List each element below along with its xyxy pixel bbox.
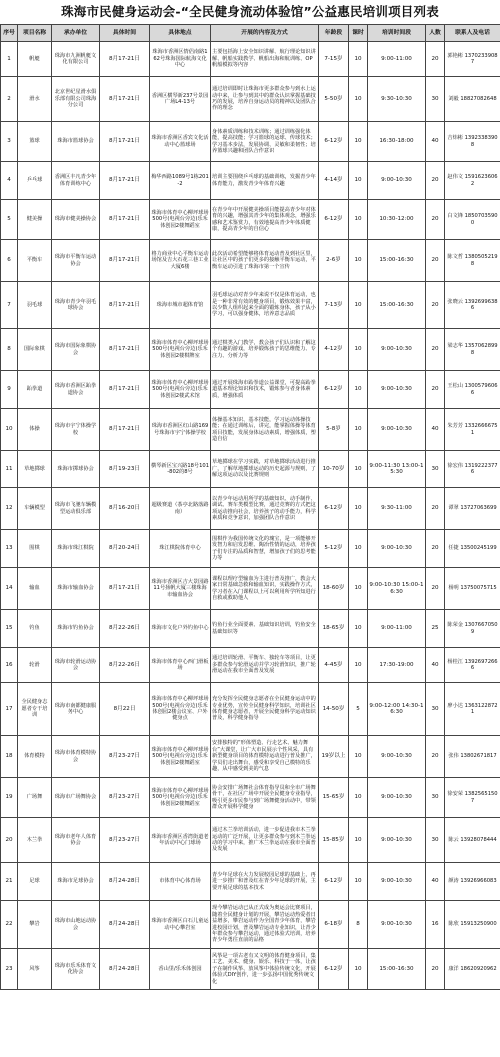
cell-time: 9:00-11:00 — [368, 610, 426, 648]
cell-project: 滑水 — [18, 77, 52, 122]
cell-project: 乒乓球 — [18, 162, 52, 200]
cell-contact: 吉炜彬 13923383908 — [445, 122, 500, 162]
cell-hours: 10 — [349, 122, 368, 162]
cell-contact: 张晓云 13926996386 — [445, 282, 500, 329]
cell-hours: 10 — [349, 329, 368, 371]
cell-age: 14-50岁 — [319, 683, 349, 736]
cell-no: 4 — [1, 162, 18, 200]
cell-date: 8月24-28日 — [100, 863, 150, 901]
cell-no: 3 — [1, 122, 18, 162]
cell-time: 9:00-10:30 — [368, 778, 426, 818]
table-row — [1, 122, 500, 162]
cell-time: 9:00-10:30 — [368, 371, 426, 409]
cell-place: 珠海市体育中心柳坪球场500号(电视台旁边)乐禾体创园2楼舞蹈室 — [150, 200, 211, 240]
table-row — [1, 568, 500, 610]
header-project: 项目名称 — [18, 25, 52, 42]
cell-age: 4-45岁 — [319, 648, 349, 683]
cell-no: 22 — [1, 901, 18, 949]
cell-no: 20 — [1, 818, 18, 863]
cell-contact: 康洋 18620920962 — [445, 949, 500, 990]
header-organizer: 承办单位 — [52, 25, 100, 42]
cell-age: 15-85岁 — [319, 818, 349, 863]
header-people: 人数 — [426, 25, 445, 42]
cell-people: 20 — [426, 282, 445, 329]
cell-no: 15 — [1, 610, 18, 648]
cell-people: 30 — [426, 818, 445, 863]
cell-place: 香山里/乐禾体创园 — [150, 949, 211, 990]
cell-place: 珠海市体育中心西门滑板场 — [150, 648, 211, 683]
cell-time: 15:00-16:30 — [368, 949, 426, 990]
cell-content: 草地掷球在学习实践，对草地掷球活动进行推广，了解草地掷球运动的历史起源与规则，了解这项运动以及比赛规则 — [211, 451, 319, 488]
cell-age: 5-8岁 — [319, 409, 349, 451]
cell-place: 格力商业中心平衡车运动场馆及吉大石花三巷工业大厦6楼 — [150, 240, 211, 282]
table-row — [1, 240, 500, 282]
cell-place: 珠海市香洲区红山路169号珠海市宇宁体操学校 — [150, 409, 211, 451]
cell-place: 超级赛道（茶亭北路落路南） — [150, 488, 211, 530]
cell-hours: 10 — [349, 282, 368, 329]
cell-age: 6-18岁 — [319, 901, 349, 949]
cell-age: 5-12岁 — [319, 530, 349, 568]
cell-content: 通过开展珠海市跆拳道公益课堂，可提高跆拳道基本理论知识和技术，锻炼参与者身体素质，增强体质 — [211, 371, 319, 409]
cell-age: 6-12岁 — [319, 200, 349, 240]
table-body — [1, 42, 500, 990]
cell-project: 木兰拳 — [18, 818, 52, 863]
cell-age: 5-50岁 — [319, 77, 349, 122]
cell-project: 风筝 — [18, 949, 52, 990]
cell-hours: 5 — [349, 683, 368, 736]
cell-hours: 10 — [349, 610, 368, 648]
cell-project: 羽毛球 — [18, 282, 52, 329]
cell-hours: 10 — [349, 818, 368, 863]
cell-hours: 10 — [349, 200, 368, 240]
cell-hours: 10 — [349, 736, 368, 778]
cell-contact: 王松山 13005796066 — [445, 371, 500, 409]
cell-project: 帆艇 — [18, 42, 52, 77]
table-row — [1, 901, 500, 949]
cell-people: 16 — [426, 901, 445, 949]
cell-contact: 张伟 13802671817 — [445, 736, 500, 778]
cell-time: 9:00-10:30 — [368, 818, 426, 863]
cell-date: 8月17-21日 — [100, 568, 150, 610]
cell-project: 车辆模型 — [18, 488, 52, 530]
cell-hours: 8 — [349, 901, 368, 949]
cell-age: 15-65岁 — [319, 778, 349, 818]
cell-hours: 10 — [349, 451, 368, 488]
cell-place: 珠海市体育中心柳坪球场500号(电视台旁边)乐禾体创园2楼棋牌室 — [150, 329, 211, 371]
cell-date: 8月23-27日 — [100, 818, 150, 863]
cell-content: 协会安排广场舞社会体育指导员和全市广场舞骨干，在社区广场中开展全民健身专业指导，吸引更多市民参与到广场舞健身活动中，带领群众开展科学健身 — [211, 778, 319, 818]
cell-project: 足球 — [18, 863, 52, 901]
cell-project: 草地掷球 — [18, 451, 52, 488]
cell-content: 通过培训轮滑、平衡车、独轮车等项目，让更多群众参与轮滑运动并学习轮滑知识，推广轮滑运动在我市全面普及发展 — [211, 648, 319, 683]
cell-contact: 徐安荣 13825651507 — [445, 778, 500, 818]
cell-place: 珠海市香洲区白石儿童运动中心攀岩室 — [150, 901, 211, 949]
cell-project: 攀岩 — [18, 901, 52, 949]
cell-contact: 杨明 13750075715 — [445, 568, 500, 610]
cell-hours: 10 — [349, 77, 368, 122]
cell-contact: 白文锋 18507035900 — [445, 200, 500, 240]
cell-date: 8月22日 — [100, 683, 150, 736]
table-row — [1, 42, 500, 77]
cell-no: 17 — [1, 683, 18, 736]
cell-time: 15:00-16:30 — [368, 240, 426, 282]
cell-people: 40 — [426, 409, 445, 451]
header-age: 年龄段 — [319, 25, 349, 42]
cell-content: 培训主要围绕乒乓球的基础训练，发掘青少年体育能力，激发青少年体育兴趣 — [211, 162, 319, 200]
cell-content: 通过棋类入门教学，教会孩子们认识和了解这个有趣的游戏，培养锻炼孩子的思维能力、专注力、分析力等 — [211, 329, 319, 371]
cell-time: 9:00-12:00 14:30-16:30 — [368, 683, 426, 736]
cell-contact: 陈文哲 13805052198 — [445, 240, 500, 282]
cell-no: 12 — [1, 488, 18, 530]
cell-no: 10 — [1, 409, 18, 451]
cell-content: 在青少年中开展健美操项目能提高青少年对体育的兴趣，增强其青少年的集体观念，增强乐感和艺术鉴赏力，有效地提高青少年体质健康，提高青少年的自信心 — [211, 200, 319, 240]
cell-time: 9:00-10:30 — [368, 901, 426, 949]
cell-date: 8月22-26日 — [100, 610, 150, 648]
cell-organizer: 珠海市轮滑运动协会 — [52, 648, 100, 683]
cell-people: 20 — [426, 162, 445, 200]
cell-organizer: 珠海市南都健康服务中心 — [52, 683, 100, 736]
cell-project: 轮滑 — [18, 648, 52, 683]
header-date: 具体时间 — [100, 25, 150, 42]
header-content: 开展的内容及方式 — [211, 25, 319, 42]
table-row — [1, 77, 500, 122]
cell-organizer: 珠海市老年人体育协会 — [52, 818, 100, 863]
table-row — [1, 371, 500, 409]
cell-content: 安排独特的“形体塑造、行走艺术、魅力舞台”大课堂，让广大市民展示个性风采，具有新型健身项目的体育模特运动进行普及推广，学员们走出舞台，感受和享受自己模特的乐趣，从中感受到美的气息 — [211, 736, 319, 778]
cell-date: 8月24-28日 — [100, 901, 150, 949]
cell-date: 8月17-21日 — [100, 240, 150, 282]
cell-place: 珠海市体育中心柳坪球场500号(电视台旁边)乐禾体创园2楼舞蹈室 — [150, 778, 211, 818]
cell-time: 9:00-10:30 — [368, 530, 426, 568]
cell-time: 16:30-18:00 — [368, 122, 426, 162]
table-row — [1, 488, 500, 530]
cell-content: 通过木兰拳培训活动，进一步促进我市木兰拳运动的广泛开展，让更多群众参与到木兰拳运动的学习中来，推广木兰拳运动在我市全面普及发展 — [211, 818, 319, 863]
header-no: 序号 — [1, 25, 18, 42]
cell-hours: 10 — [349, 488, 368, 530]
cell-time: 9:00-10:30 — [368, 736, 426, 778]
cell-place: 珠海市香洲区香宾文化活动中心篮球场 — [150, 122, 211, 162]
cell-place: 珠海市体育中心柳坪球场500号(电视台旁边)乐禾体创园2楼武术馆 — [150, 371, 211, 409]
table-row — [1, 451, 500, 488]
cell-time: 9:00-10:30 — [368, 863, 426, 901]
cell-place: 珠海市体育中心柳坪球场500号(电视台旁边)乐禾体创园2楼会议室、户外健身点 — [150, 683, 211, 736]
cell-age: 6-12岁 — [319, 488, 349, 530]
cell-organizer: 珠海市平衡车运动协会 — [52, 240, 100, 282]
cell-organizer: 珠海市体育模特协会 — [52, 736, 100, 778]
cell-contact: 郭艳彬 13702339087 — [445, 42, 500, 77]
cell-date: 8月16-20日 — [100, 488, 150, 530]
cell-project: 健美操 — [18, 200, 52, 240]
cell-content: 现今攀岩运动已从正式成为奥运会比赛项目，随着全民健身计划的开展，攀岩运动热爱者日益增多，攀岩运动作为全国青少年体育，攀岩进校园计划，普及攀岩运动专业知识，让青少年群众参与攀岩运动，通过体验式培训，培养青少年勇往直前的品格 — [211, 901, 319, 949]
cell-date: 8月23-27日 — [100, 778, 150, 818]
cell-organizer: 珠海市青少年羽毛球协会 — [52, 282, 100, 329]
cell-place: 珠海市香洲区香湾街道老年活动中心门球场 — [150, 818, 211, 863]
cell-people: 20 — [426, 736, 445, 778]
cell-time: 9:00-10:30 — [368, 162, 426, 200]
table-row — [1, 818, 500, 863]
cell-hours: 10 — [349, 949, 368, 990]
cell-place: 珠海市文化户外钓鱼中心 — [150, 610, 211, 648]
cell-hours: 10 — [349, 530, 368, 568]
cell-people: 20 — [426, 530, 445, 568]
cell-age: 18-60岁 — [319, 568, 349, 610]
cell-time: 15:00-16:30 — [368, 282, 426, 329]
page-title: 珠海市民健身运动会-“全民健身流动体验馆”公益惠民培训项目列表 — [61, 4, 439, 19]
cell-no: 13 — [1, 530, 18, 568]
table-row — [1, 778, 500, 818]
table-row — [1, 949, 500, 990]
cell-project: 围棋 — [18, 530, 52, 568]
cell-place: 珠海市香洲区吉大景园路11号扬帆大厦三楼珠海市输血协会 — [150, 568, 211, 610]
cell-no: 6 — [1, 240, 18, 282]
cell-people: 20 — [426, 949, 445, 990]
table-header-row — [1, 25, 500, 42]
cell-age: 6-12岁 — [319, 122, 349, 162]
cell-date: 8月17-21日 — [100, 162, 150, 200]
table-row — [1, 683, 500, 736]
cell-date: 8月23-27日 — [100, 736, 150, 778]
cell-contact: 杨桂江 13926972666 — [445, 648, 500, 683]
cell-project: 全民健身志愿者专干培训 — [18, 683, 52, 736]
cell-date: 8月17-21日 — [100, 42, 150, 77]
cell-contact: 刘毅 18827082648 — [445, 77, 500, 122]
cell-no: 2 — [1, 77, 18, 122]
cell-time: 9:00-10:30 — [368, 329, 426, 371]
cell-age: 6-12岁 — [319, 863, 349, 901]
cell-content: 钓鱼行业全面要素、基础知识培训，钓鱼安全基础知识等 — [211, 610, 319, 648]
cell-organizer: 珠海市山地运动协会 — [52, 901, 100, 949]
cell-project: 平衡车 — [18, 240, 52, 282]
cell-no: 21 — [1, 863, 18, 901]
cell-date: 8月22-26日 — [100, 648, 150, 683]
header-contact: 联系人及电话 — [445, 25, 500, 42]
cell-no: 18 — [1, 736, 18, 778]
cell-age: 6-12岁 — [319, 949, 349, 990]
cell-time: 9:00-11:00 — [368, 42, 426, 77]
cell-content: 围棋作为我国传统文化的瑰宝，是一项能够开发智力和启发思维、陶冶性情的运动，培养孩子们专注的品质和智慧，增加孩子们的思考能力等 — [211, 530, 319, 568]
cell-date: 8月24-28日 — [100, 949, 150, 990]
cell-people: 30 — [426, 451, 445, 488]
cell-contact: 任捷 13500245199 — [445, 530, 500, 568]
cell-contact: 颜涛 13926966083 — [445, 863, 500, 901]
cell-organizer: 珠海市香洲区跆拳道协会 — [52, 371, 100, 409]
cell-organizer: 珠海市宇宁体操学校 — [52, 409, 100, 451]
cell-people: 40 — [426, 648, 445, 683]
cell-hours: 10 — [349, 240, 368, 282]
header-place: 具体地点 — [150, 25, 211, 42]
cell-no: 5 — [1, 200, 18, 240]
cell-place: 香洲区横琴新237号景园广场L4-13号 — [150, 77, 211, 122]
cell-people: 20 — [426, 568, 445, 610]
cell-project: 国际象棋 — [18, 329, 52, 371]
cell-contact: 赵伟文 15916236062 — [445, 162, 500, 200]
cell-project: 体育模特 — [18, 736, 52, 778]
cell-organizer: 珠海市九洲帆艇文化有限公司 — [52, 42, 100, 77]
cell-people: 40 — [426, 863, 445, 901]
cell-time: 9:30-11:00 — [368, 488, 426, 530]
cell-project: 篮球 — [18, 122, 52, 162]
cell-organizer: 珠海市国际象棋协会 — [52, 329, 100, 371]
cell-time: 9:00-10:30 15:00-16:30 — [368, 568, 426, 610]
cell-date: 8月20-24日 — [100, 530, 150, 568]
cell-organizer: 珠海市广场舞协会 — [52, 778, 100, 818]
cell-age: 2-6岁 — [319, 240, 349, 282]
cell-place: 珠海市香洲区情侣南路162号珠海国际航海文化中心 — [150, 42, 211, 77]
cell-contact: 陈云 13928078444 — [445, 818, 500, 863]
cell-organizer: 珠海市足球协会 — [52, 863, 100, 901]
cell-hours: 10 — [349, 778, 368, 818]
table-row — [1, 409, 500, 451]
cell-place: 市体育中心体育场 — [150, 863, 211, 901]
cell-no: 11 — [1, 451, 18, 488]
cell-age: 4-12岁 — [319, 329, 349, 371]
cell-place: 珠海市体育中心柳坪球场500号(电视台旁边)乐禾体创园2楼舞蹈室 — [150, 736, 211, 778]
cell-time: 9:00-11:30 13:00-15:30 — [368, 451, 426, 488]
table-row — [1, 282, 500, 329]
cell-people: 20 — [426, 329, 445, 371]
cell-date: 8月17-21日 — [100, 77, 150, 122]
cell-organizer: 珠海市钓鱼协会 — [52, 610, 100, 648]
cell-people: 30 — [426, 683, 445, 736]
cell-people: 20 — [426, 240, 445, 282]
cell-content: 羽毛球运动对青少年来说不仅是体育运动，也是一种非常有效的健身项目，锻炼效果丰富，以少数人组织起来全面的锻炼身体，孩子从小学习，可以强身健体，培养意志品质 — [211, 282, 319, 329]
cell-content: 充分发挥全民健身志愿者在全民健身运动中的专业优势，宣传全民健身科学知识，培训社区体育健身志愿者，开展全民健身科学运动知识普及，科学健身指导 — [211, 683, 319, 736]
cell-time: 9:30-10:30 — [368, 77, 426, 122]
cell-content: 以青少年运动用所学的基础知识、动手制作、调试、赛车类模型比赛，通过竞赛的方式把这项运动推向社会，培养孩子的动手能力，科学素质和竞争意识，加强团队合作意识 — [211, 488, 319, 530]
cell-people: 30 — [426, 778, 445, 818]
header-hours: 课时 — [349, 25, 368, 42]
cell-content: 此次活动希望能够将体育运动普及到社区里，让社区中的孩子们更多的接触平衡车运动，平衡车运动引进了珠海市第一个宣传 — [211, 240, 319, 282]
cell-date: 8月17-21日 — [100, 282, 150, 329]
cell-contact: 朱芳芳 13326666751 — [445, 409, 500, 451]
cell-time: 10:30-12:00 — [368, 200, 426, 240]
cell-time: 9:00-10:30 — [368, 409, 426, 451]
cell-content: 体操基本知识、基本技能，学习运动体操技能；在通过训练后，讲完，能掌握体操等体育项目技能，发展身体运动素质，增强体质，塑造自信 — [211, 409, 319, 451]
cell-no: 8 — [1, 329, 18, 371]
cell-place: 横琴新区宝兴路18号101-802的8号 — [150, 451, 211, 488]
cell-content: 主要包括海上安全知识讲解、航行理论知识讲解、帆船实践教学、帆船出海和航训练、OP帆船模拟等内容 — [211, 42, 319, 77]
cell-people: 20 — [426, 42, 445, 77]
cell-no: 7 — [1, 282, 18, 329]
cell-age: 4-14岁 — [319, 162, 349, 200]
cell-date: 8月17-21日 — [100, 200, 150, 240]
cell-content: 青少年足球在大力发展校园足球的基础上，再进一步推广和普及红在青少年足球的开展，主要开展足球的基本技术 — [211, 863, 319, 901]
cell-no: 1 — [1, 42, 18, 77]
cell-organizer: 珠海市珠江棋院 — [52, 530, 100, 568]
cell-contact: 梁志华 13570628998 — [445, 329, 500, 371]
cell-project: 钓鱼 — [18, 610, 52, 648]
cell-time: 17:30-19:00 — [368, 648, 426, 683]
cell-date: 8月17-21日 — [100, 409, 150, 451]
cell-contact: 廖小达 13631228721 — [445, 683, 500, 736]
cell-people: 20 — [426, 200, 445, 240]
cell-no: 16 — [1, 648, 18, 683]
cell-date: 8月17-21日 — [100, 329, 150, 371]
cell-hours: 10 — [349, 162, 368, 200]
cell-age: 6-12岁 — [319, 371, 349, 409]
cell-date: 8月19-23日 — [100, 451, 150, 488]
cell-contact: 谭翠 13727063699 — [445, 488, 500, 530]
cell-project: 输血 — [18, 568, 52, 610]
cell-people: 25 — [426, 610, 445, 648]
cell-no: 23 — [1, 949, 18, 990]
cell-content: 通过培训即时让珠海市更多群众参与到水上运动中来，让参与到其中的群众认识掌握基础技巧的发展，培养自身运动员的精神以及团队合作的理念 — [211, 77, 319, 122]
cell-age: 19岁以上 — [319, 736, 349, 778]
cell-content: 课程以理疗型输血为主进行普及推广，教会大家日常基础急救和输血知识，实践操作方式，学习者在入门课程以上可以利用所学所知进行自救或救助他人 — [211, 568, 319, 610]
cell-organizer: 香洲区丰凡青少年体育训练中心 — [52, 162, 100, 200]
cell-content: 风筝是一项古老有又文明的体育健身项目，集工艺、美术、健身、娱乐、科技于一体，让孩子在制作风筝、放风筝中体验传统文化，开展体验式DIY创作，进一步弘扬中国优秀传统文化 — [211, 949, 319, 990]
cell-place: 珠江棋院体育中心 — [150, 530, 211, 568]
cell-people: 20 — [426, 488, 445, 530]
cell-hours: 10 — [349, 42, 368, 77]
header-time: 培训时间段 — [368, 25, 426, 42]
cell-organizer: 珠海市飞驰车辆模型运动俱乐部 — [52, 488, 100, 530]
cell-project: 体操 — [18, 409, 52, 451]
cell-no: 14 — [1, 568, 18, 610]
cell-organizer: 珠海市掷球协会 — [52, 451, 100, 488]
table-row — [1, 863, 500, 901]
table-row — [1, 162, 500, 200]
cell-age: 7-15岁 — [319, 42, 349, 77]
cell-age: 10-70岁 — [319, 451, 349, 488]
table-row — [1, 736, 500, 778]
cell-no: 19 — [1, 778, 18, 818]
table-row — [1, 610, 500, 648]
cell-organizer: 珠海市乐禾体育文化协会 — [52, 949, 100, 990]
cell-organizer: 珠海市健美操协会 — [52, 200, 100, 240]
cell-people: 40 — [426, 122, 445, 162]
cell-age: 18-65岁 — [319, 610, 349, 648]
cell-contact: 陈欣 15913250900 — [445, 901, 500, 949]
table-row — [1, 329, 500, 371]
cell-date: 8月17-21日 — [100, 122, 150, 162]
cell-contact: 徐宏伟 13192223776 — [445, 451, 500, 488]
cell-contact: 陈荣金 13076670509 — [445, 610, 500, 648]
cell-people: 30 — [426, 77, 445, 122]
cell-hours: 10 — [349, 863, 368, 901]
cell-content: 身体素质训练和技术训练；通过训练强化体能，提高技能；学习篮球的运球、传球技术；学习基本步法，发展协调、灵敏和柔韧性；培养篮球兴趣和团队合作意识 — [211, 122, 319, 162]
cell-hours: 10 — [349, 568, 368, 610]
table-row — [1, 648, 500, 683]
cell-organizer: 北京世纪星滑水俱乐部有限公司珠海分公司 — [52, 77, 100, 122]
cell-date: 8月17-21日 — [100, 371, 150, 409]
cell-age: 7-13岁 — [319, 282, 349, 329]
cell-organizer: 珠海市篮球协会 — [52, 122, 100, 162]
cell-place: 梅华西路1089号1栋201-2 — [150, 162, 211, 200]
table-row — [1, 200, 500, 240]
cell-hours: 10 — [349, 648, 368, 683]
cell-project: 跆拳道 — [18, 371, 52, 409]
cell-hours: 10 — [349, 409, 368, 451]
table-row — [1, 530, 500, 568]
cell-project: 广场舞 — [18, 778, 52, 818]
cell-place: 珠海市城市超体育馆 — [150, 282, 211, 329]
cell-no: 9 — [1, 371, 18, 409]
cell-people: 20 — [426, 371, 445, 409]
cell-hours: 10 — [349, 371, 368, 409]
cell-organizer: 珠海市输血协会 — [52, 568, 100, 610]
training-table — [0, 24, 500, 990]
